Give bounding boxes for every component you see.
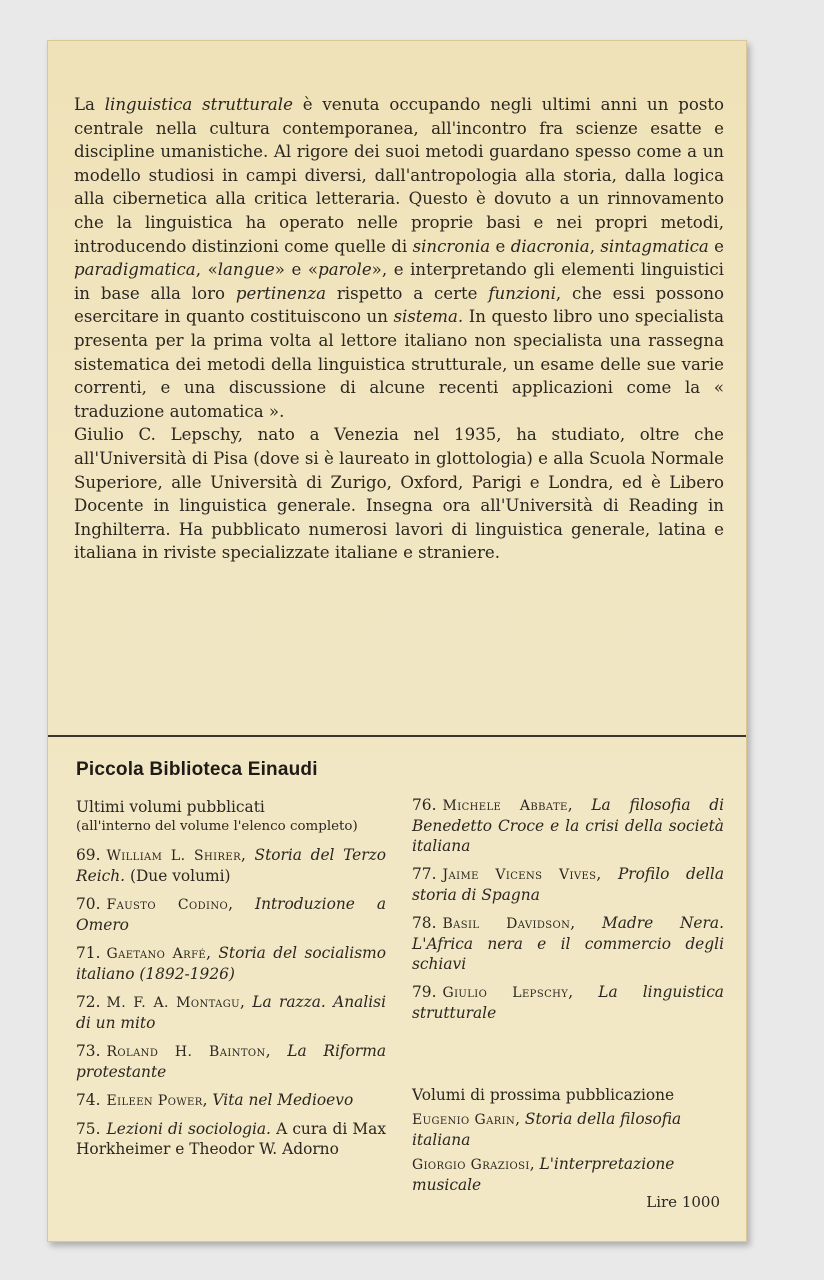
volume-title: La linguistica strutturale <box>412 983 724 1022</box>
upcoming-volumes <box>412 1085 724 1195</box>
volume-title: Storia del socialismo italiano (1892-1926) <box>76 944 386 983</box>
volume-number: 72. <box>76 993 101 1011</box>
volume-number: 71. <box>76 944 101 962</box>
upcoming-title: Storia della filosofia italiana <box>412 1110 682 1149</box>
volume-title: Profilo della storia di Spagna <box>412 865 724 904</box>
volume-number: 78. <box>412 914 437 932</box>
upcoming-author: Eugenio Garin <box>412 1112 516 1128</box>
volume-author: M. F. A. Montagu <box>106 995 240 1011</box>
volume-title: Vita nel Medioevo <box>212 1091 354 1109</box>
volume-author: Gaetano Arfé <box>106 946 207 962</box>
volume-list-left <box>76 797 386 1167</box>
volume-title: Introduzione a Omero <box>76 895 387 934</box>
blurb-text <box>74 93 724 565</box>
volume-title: Storia del Terzo Reich. <box>76 846 386 885</box>
volume-title: Madre Nera. L'Africa nera e il commercio degli schiavi <box>412 914 724 973</box>
volume-author: William L. Shirer <box>106 848 242 864</box>
volume-number: 77. <box>412 865 437 883</box>
volume-title: La filosofia di Benedetto Croce e la crisi della società italiana <box>412 796 724 855</box>
volume-entry: 78. Basil Davidson, Madre Nera. L'Africa nera e il commercio degli schiavi <box>412 914 724 973</box>
volume-title: La Riforma protestante <box>76 1042 387 1081</box>
volume-author: Jaime Vicens Vives <box>442 867 597 883</box>
volume-entry: 76. Michele Abbate, La filosofia di Benedetto Croce e la crisi della società italiana <box>412 796 724 855</box>
volume-author: Giulio Lepschy <box>442 985 569 1001</box>
volume-entry: 77. Jaime Vicens Vives, Profilo della storia di Spagna <box>412 865 724 904</box>
volume-author: Basil Davidson <box>442 916 571 932</box>
volume-number: 76. <box>412 796 437 814</box>
series-title: Piccola Biblioteca Einaudi <box>76 759 318 780</box>
volume-title: Lezioni di sociologia. <box>106 1120 271 1138</box>
volume-entry: 74. Eileen Power, Vita nel Medioevo <box>76 1091 354 1109</box>
volume-extra: (Due volumi) <box>125 867 231 885</box>
volume-entry: 69. William L. Shirer, Storia del Terzo Reich. (Due volumi) <box>76 846 386 885</box>
volume-number: 69. <box>76 846 101 864</box>
volume-title: La razza. Analisi di un mito <box>76 993 386 1032</box>
volume-number: 70. <box>76 895 101 913</box>
volume-number: 75. <box>76 1120 101 1138</box>
upcoming-heading: Volumi di prossima pubblicazione <box>412 1086 675 1104</box>
volume-entry: 73. Roland H. Bainton, La Riforma protestante <box>76 1042 387 1081</box>
blurb-paragraph: La linguistica strutturale è venuta occupando negli ultimi anni un posto centrale nella cultura contemporanea, all'incontro fra scienze esatte e discipline umanistiche. Al rigore dei suoi metodi guardano spesso come a un modello studiosi in campi diversi, dall'antropologia alla storia, dalla logica alla cibernetica alla critica letteraria. Questo è dovuto a un rinnovamento che la linguistica ha operato nelle proprie basi e nei propri metodi, introducendo distinzioni come quelle di sincronia e diacronia, sintagmatica e paradigmatica, «langue» e «parole», e interpretando gli elementi linguistici in base alla loro pertinenza rispetto a certe funzioni, che essi possono esercitare in quanto costituiscono un sistema. In questo libro uno specialista presenta per la prima volta al lettore italiano non specialista una rassegna sistematica dei metodi della linguistica strutturale, un esame delle sue varie correnti, e una discussione di alcune recenti applicazioni come la « traduzione automatica ». <box>74 95 725 421</box>
volume-author: Fausto Codino <box>106 897 229 913</box>
volume-entry: 79. Giulio Lepschy, La linguistica strutturale <box>412 983 724 1022</box>
volume-entry: 70. Fausto Codino, Introduzione a Omero <box>76 895 387 934</box>
volume-number: 79. <box>412 983 437 1001</box>
upcoming-entry: Eugenio Garin, Storia della filosofia italiana <box>412 1110 682 1149</box>
recent-heading-block <box>76 797 386 837</box>
upcoming-title: L'interpretazione musicale <box>412 1155 675 1194</box>
volume-number: 74. <box>76 1091 101 1109</box>
divider-line <box>48 735 746 737</box>
author-bio: Giulio C. Lepschy, nato a Venezia nel 1935, ha studiato, oltre che all'Università di Pisa (dove si è laureato in glottologia) e alla Scuola Normale Superiore, alle Università di Zurigo, Oxford, Parigi e Londra, ed è Libero Docente in linguistica generale. Insegna ora all'Università di Reading in Inghilterra. Ha pubblicato numerosi lavori di linguistica generale, latina e italiana in riviste specializzate italiane e straniere. <box>74 425 724 563</box>
volume-author: Eileen Power <box>106 1093 203 1109</box>
volume-extra: A cura di Max Horkheimer e Theodor W. Adorno <box>76 1120 387 1158</box>
volume-author: Roland H. Bainton <box>106 1044 266 1060</box>
price-label: Lire 1000 <box>646 1193 720 1211</box>
upcoming-entry: Giorgio Graziosi, L'interpretazione musicale <box>412 1155 675 1194</box>
volume-list-right <box>412 795 724 1031</box>
book-back-cover <box>47 40 747 1242</box>
volume-entry: 72. M. F. A. Montagu, La razza. Analisi di un mito <box>76 993 386 1032</box>
volume-entry: 71. Gaetano Arfé, Storia del socialismo italiano (1892-1926) <box>76 944 386 983</box>
volume-author: Michele Abbate <box>442 798 568 814</box>
recent-heading: Ultimi volumi pubblicati <box>76 798 265 816</box>
volume-entry <box>76 1119 386 1159</box>
volume-number: 73. <box>76 1042 101 1060</box>
upcoming-author: Giorgio Graziosi <box>412 1157 530 1173</box>
recent-note: (all'interno del volume l'elenco completo) <box>76 819 358 834</box>
